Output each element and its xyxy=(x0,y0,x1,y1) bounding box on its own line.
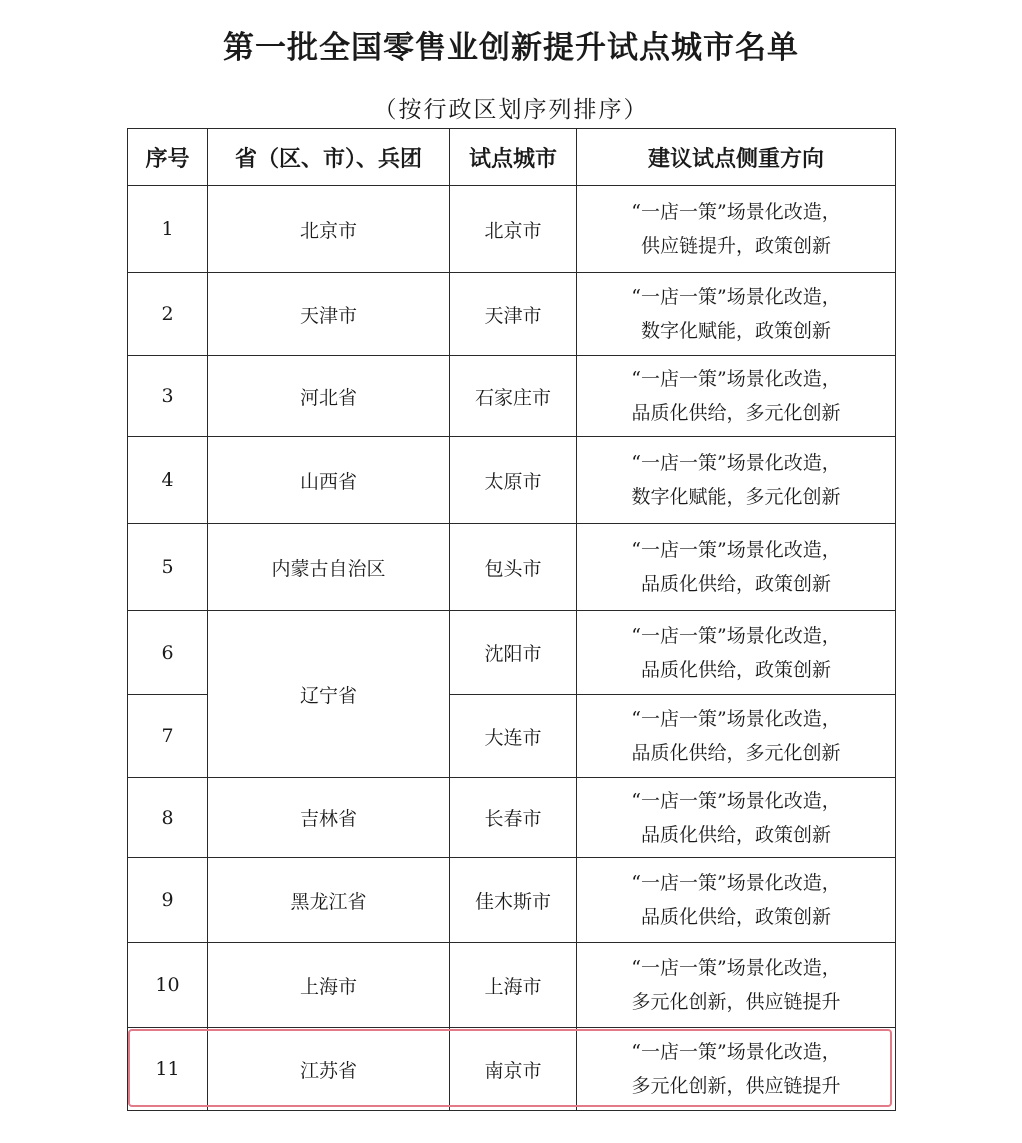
row-no: 3 xyxy=(128,356,208,437)
pilot-city-table xyxy=(127,128,896,1111)
row-city: 太原市 xyxy=(450,437,577,524)
row-no: 5 xyxy=(128,524,208,611)
table-row xyxy=(128,356,896,437)
row-no: 1 xyxy=(128,186,208,273)
document-subtitle: （按行政区划序列排序） xyxy=(373,97,649,123)
row-province: 天津市 xyxy=(208,273,450,356)
row-direction: “一店一策”场景化改造， 品质化供给，政策创新 xyxy=(577,778,896,858)
table-row xyxy=(128,186,896,273)
row-no: 9 xyxy=(128,858,208,943)
row-no: 10 xyxy=(128,943,208,1028)
table-row xyxy=(128,524,896,611)
row-province: 黑龙江省 xyxy=(208,858,450,943)
row-no: 2 xyxy=(128,273,208,356)
document-title: 第一批全国零售业创新提升试点城市名单 xyxy=(223,30,799,66)
row-city: 长春市 xyxy=(450,778,577,858)
table-row xyxy=(128,943,896,1028)
row-no: 11 xyxy=(128,1028,208,1111)
row-city: 大连市 xyxy=(450,695,577,778)
header-direction: 建议试点侧重方向 xyxy=(577,129,896,186)
table-row xyxy=(128,778,896,858)
row-direction: “一店一策”场景化改造， 品质化供给，政策创新 xyxy=(577,858,896,943)
row-direction: “一店一策”场景化改造， 品质化供给，政策创新 xyxy=(577,524,896,611)
row-province: 山西省 xyxy=(208,437,450,524)
header-province: 省（区、市）、兵团 xyxy=(208,129,450,186)
row-province: 吉林省 xyxy=(208,778,450,858)
row-city: 佳木斯市 xyxy=(450,858,577,943)
table-row xyxy=(128,437,896,524)
row-no: 4 xyxy=(128,437,208,524)
table-header-row xyxy=(128,129,896,186)
row-city: 包头市 xyxy=(450,524,577,611)
table-row xyxy=(128,858,896,943)
table-row xyxy=(128,1028,896,1111)
row-city: 上海市 xyxy=(450,943,577,1028)
row-province: 河北省 xyxy=(208,356,450,437)
row-city: 沈阳市 xyxy=(450,611,577,695)
header-city: 试点城市 xyxy=(450,129,577,186)
row-direction: “一店一策”场景化改造， 品质化供给，政策创新 xyxy=(577,611,896,695)
table-row xyxy=(128,611,896,695)
row-no: 7 xyxy=(128,695,208,778)
row-province: 北京市 xyxy=(208,186,450,273)
row-no: 8 xyxy=(128,778,208,858)
row-direction: “一店一策”场景化改造， 品质化供给，多元化创新 xyxy=(577,695,896,778)
header-no: 序号 xyxy=(128,129,208,186)
row-city: 南京市 xyxy=(450,1028,577,1111)
row-direction: “一店一策”场景化改造， 数字化赋能，多元化创新 xyxy=(577,437,896,524)
row-direction: “一店一策”场景化改造， 供应链提升，政策创新 xyxy=(577,186,896,273)
row-province: 江苏省 xyxy=(208,1028,450,1111)
row-direction: “一店一策”场景化改造， 多元化创新，供应链提升 xyxy=(577,1028,896,1111)
row-city: 石家庄市 xyxy=(450,356,577,437)
row-province: 内蒙古自治区 xyxy=(208,524,450,611)
table-row xyxy=(128,273,896,356)
row-city: 天津市 xyxy=(450,273,577,356)
row-city: 北京市 xyxy=(450,186,577,273)
row-no: 6 xyxy=(128,611,208,695)
row-direction: “一店一策”场景化改造， 数字化赋能，政策创新 xyxy=(577,273,896,356)
row-province: 辽宁省 xyxy=(208,611,450,778)
row-direction: “一店一策”场景化改造， 多元化创新，供应链提升 xyxy=(577,943,896,1028)
row-direction: “一店一策”场景化改造， 品质化供给，多元化创新 xyxy=(577,356,896,437)
row-province: 上海市 xyxy=(208,943,450,1028)
